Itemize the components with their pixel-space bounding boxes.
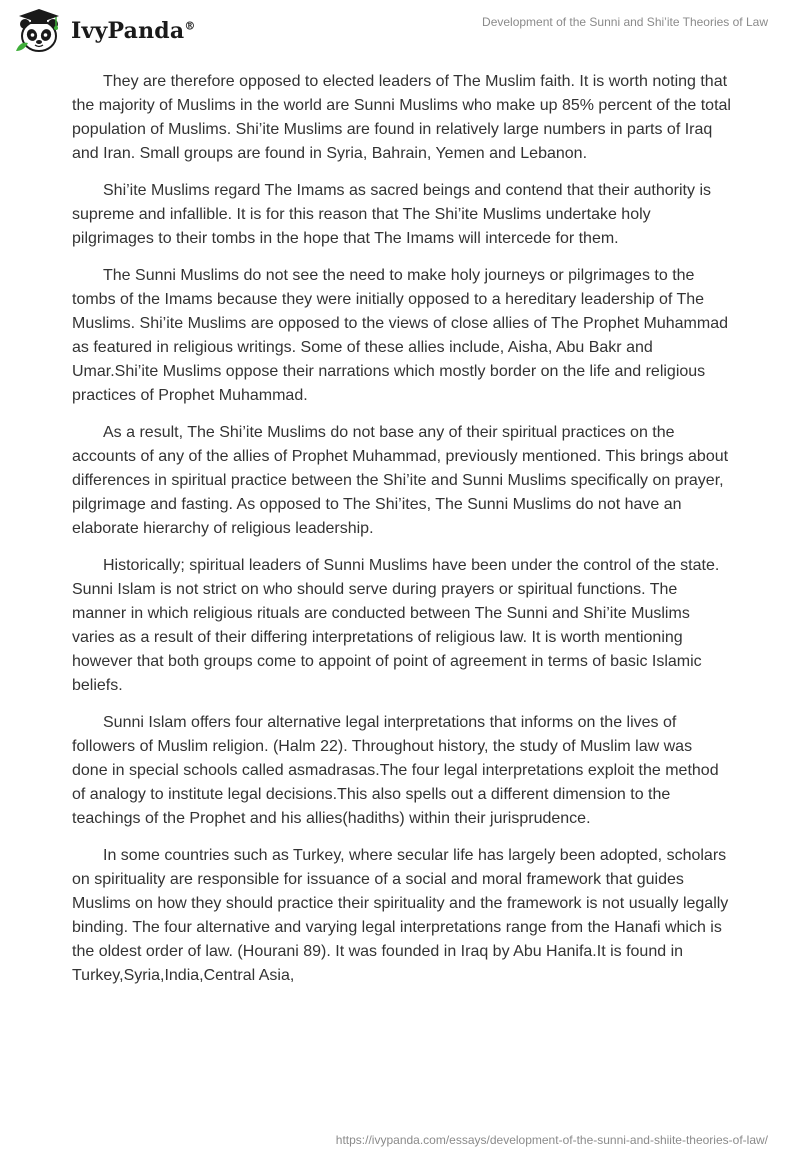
paragraph: They are therefore opposed to elected leaders of The Muslim faith. It is worth noting that the majority of Muslims in the world are Sunni Muslims who make up 85% percent of the total population of Muslims. Shi’ite Muslims are found in relatively large numbers in parts of Iraq and Iran. Small groups are found in Syria, Bahrain, Yemen and Lebanon. <box>72 73 731 162</box>
panda-graduation-cap-logo-icon <box>14 7 66 55</box>
paragraph: As a result, The Shi’ite Muslims do not base any of their spiritual practices on the accounts of any of the allies of Prophet Muhammad, previously mentioned. This brings about differences in spiritual practice between the Shi’ite and Sunni Muslims specifically on prayer, pilgrimage and fasting. As opposed to The Shi’ites, The Sunni Muslims do not have an elaborate hierarchy of religious leadership. <box>72 424 729 537</box>
paragraph: Shi’ite Muslims regard The Imams as sacred beings and contend that their authority is supreme and infallible. It is for this reason that The Shi’ite Muslims undertake holy pilgrimages to their tombs in the hope that The Imams will intercede for them. <box>72 182 711 247</box>
essay-body <box>72 70 732 1001</box>
paragraph: Sunni Islam offers four alternative legal interpretations that informs on the lives of followers of Muslim religion. (Halm 22). Throughout history, the study of Muslim law was done in special schools called asmadrasas.The four legal interpretations exploit the method of analogy to institute legal decisions.This also spells out a different dimension to the teachings of the Prophet and his allies(hadiths) within their jurisprudence. <box>72 714 719 827</box>
paragraph: Historically; spiritual leaders of Sunni Muslims have been under the control of the state. Sunni Islam is not strict on who should serve during prayers or spiritual functions. The manner in which religious rituals are conducted between The Sunni and Shi’ite Muslims varies as a result of their differing interpretations of religious law. It is worth mentioning however that both groups come to appoint of point of agreement in terms of basic Islamic beliefs. <box>72 557 720 694</box>
page-header <box>0 0 800 64</box>
source-url-link[interactable]: https://ivypanda.com/essays/development-of-the-sunni-and-shiite-theories-of-law/ <box>335 1133 768 1147</box>
document-title: Development of the Sunni and Shi’ite Theories of Law <box>482 15 768 29</box>
paragraph: The Sunni Muslims do not see the need to make holy journeys or pilgrimages to the tombs of the Imams because they were initially opposed to a hereditary leadership of The Muslims. Shi’ite Muslims are opposed to the views of close allies of The Prophet Muhammad as featured in religious writings. Some of these allies include, Aisha, Abu Bakr and Umar.Shi’ite Muslims oppose their narrations which mostly border on the life and religious practices of Prophet Muhammad. <box>72 267 728 404</box>
brand-logo[interactable] <box>14 7 196 55</box>
registered-mark: ® <box>184 19 196 33</box>
brand-name: IvyPanda® <box>71 18 196 44</box>
paragraph: In some countries such as Turkey, where secular life has largely been adopted, scholars on spirituality are responsible for issuance of a social and moral framework that guides Muslims on how they should practice their spirituality and the framework is not usually legally binding. The four alternative and varying legal interpretations range from the Hanafi which is the oldest order of law. (Hourani 89). It was founded in Iraq by Abu Hanifa.It is found in Turkey,Syria,India,Central Asia, <box>72 847 729 984</box>
